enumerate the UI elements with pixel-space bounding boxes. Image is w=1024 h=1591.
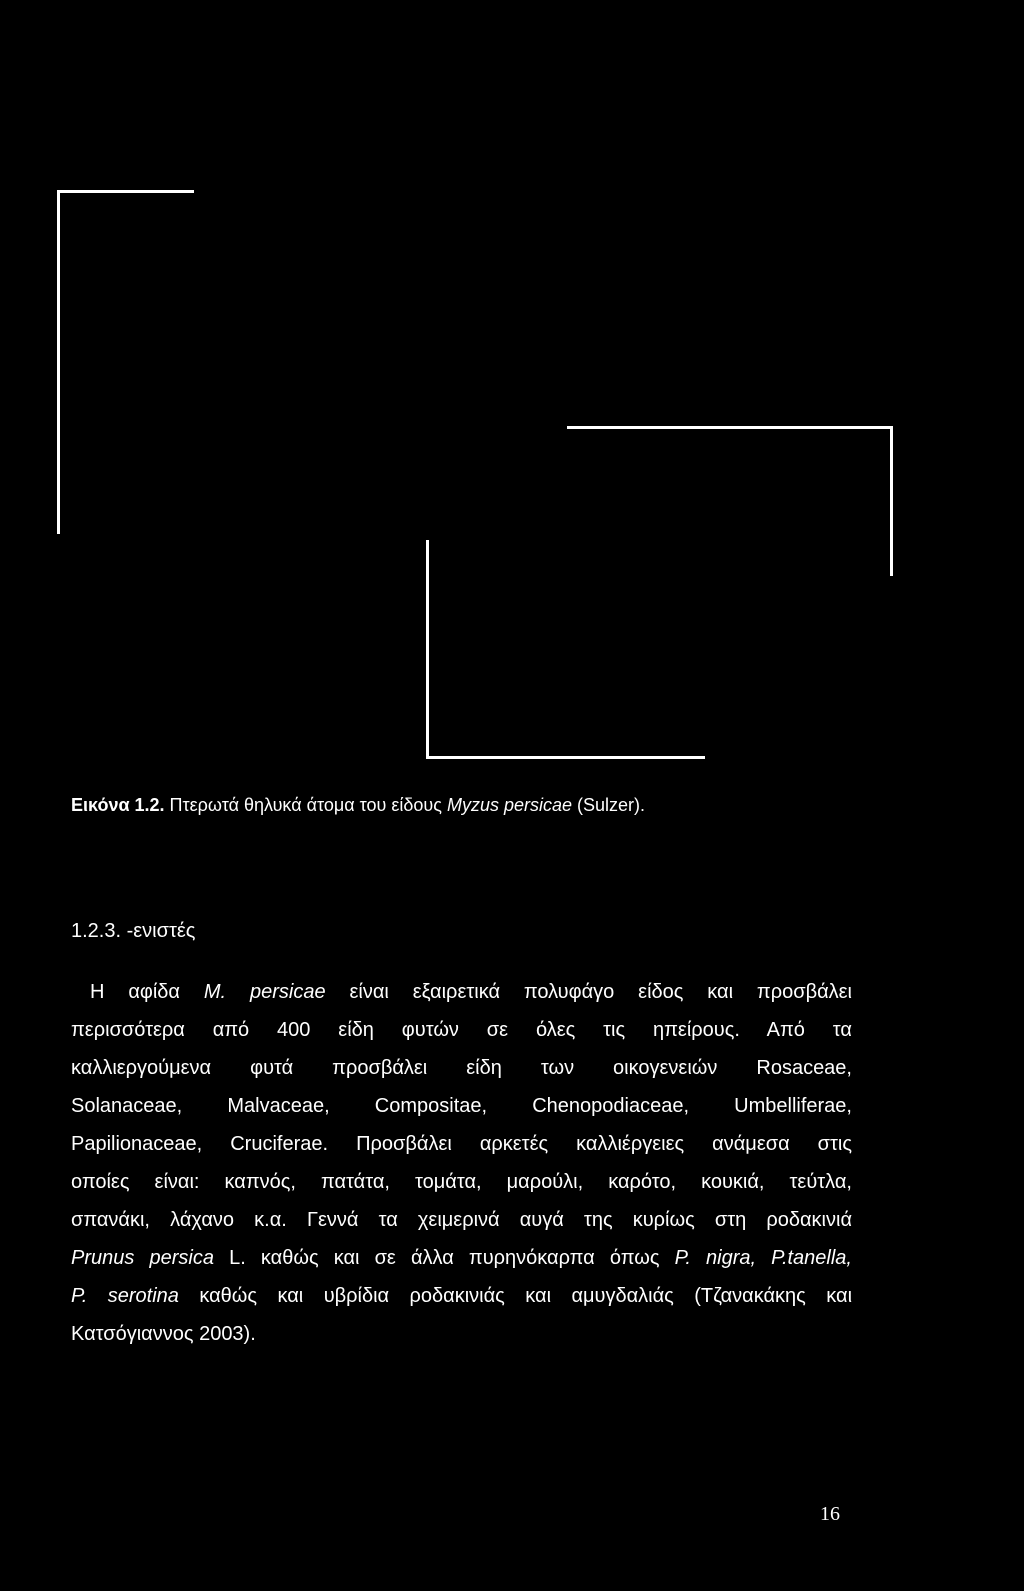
line1-text-a: Η αφίδα: [90, 981, 204, 1003]
frame-bottom-h: [426, 756, 705, 759]
line5-text: Papilionaceae, Cruciferae. Προσβάλει αρκετές καλλιέργειες ανάμεσα στις: [71, 1133, 852, 1155]
line8-text: L. καθώς και σε άλλα πυρηνόκαρπα όπως: [213, 1247, 675, 1269]
body-line-8: [71, 1244, 852, 1272]
line4-text: Solanaceae, Malvaceae, Compositae, Chenopodiaceae, Umbelliferae,: [71, 1095, 852, 1117]
frame-top-left-v: [57, 190, 60, 534]
body-line-7: [71, 1206, 852, 1234]
line9-species: P. serotina: [71, 1285, 179, 1307]
body-line-6: [71, 1168, 852, 1196]
line1-text-c: είναι εξαιρετικά πολυφάγο είδος και προσβάλει: [325, 981, 852, 1003]
section-title: -ενιστές: [126, 920, 196, 942]
line3-text: καλλιεργούμενα φυτά προσβάλει είδη των οικογενειών Rosaceae,: [71, 1057, 852, 1079]
body-line-9: [71, 1282, 852, 1310]
body-line-5: [71, 1130, 852, 1158]
caption-author: (Sulzer).: [572, 795, 646, 815]
caption-species: Myzus persicae: [446, 795, 572, 815]
figure-caption: [71, 793, 971, 817]
line1-species: M. persicae: [203, 981, 326, 1003]
line10-text: Κατσόγιαννος 2003).: [71, 1323, 256, 1345]
frame-right-v: [890, 426, 893, 576]
frame-top-left-h: [57, 190, 194, 193]
line9-text: καθώς και υβρίδια ροδακινιάς και αμυγδαλιάς (Τζανακάκης και: [178, 1285, 853, 1307]
body-line-1: [90, 978, 852, 1006]
frame-bottom-v: [426, 540, 429, 759]
body-line-3: [71, 1054, 852, 1082]
frame-right-h: [567, 426, 893, 429]
section-number: 1.2.3.: [71, 920, 122, 942]
line6-text: οποίες είναι: καπνός, πατάτα, τομάτα, μαρούλι, καρότο, κουκιά, τεύτλα,: [71, 1171, 852, 1193]
line8-species: Prunus persica: [71, 1247, 214, 1269]
line8-species-list: P. nigra, P.tanella,: [674, 1247, 852, 1269]
body-line-2: [71, 1016, 852, 1044]
page-number: 16: [820, 1503, 840, 1525]
section-heading: [71, 917, 195, 945]
line2-text: περισσότερα από 400 είδη φυτών σε όλες τις ηπείρους. Από τα: [71, 1019, 852, 1041]
body-line-4: [71, 1092, 852, 1120]
caption-text: Πτερωτά θηλυκά άτομα του είδους: [164, 795, 447, 815]
caption-label: Εικόνα 1.2.: [71, 795, 165, 815]
body-line-10: [71, 1320, 852, 1348]
line7-text: σπανάκι, λάχανο κ.α. Γεννά τα χειμερινά αυγά της κυρίως στη ροδακινιά: [71, 1209, 852, 1231]
